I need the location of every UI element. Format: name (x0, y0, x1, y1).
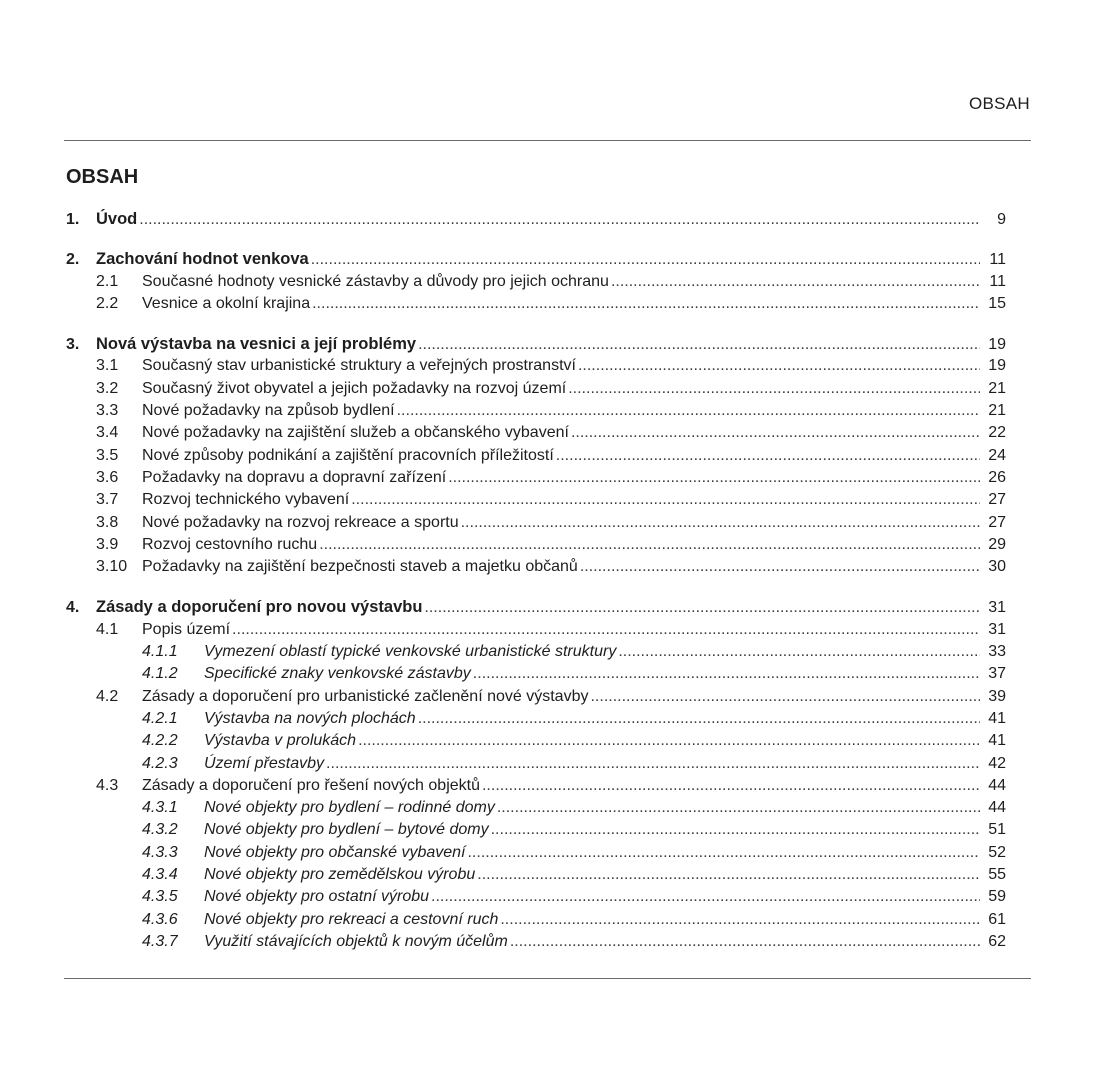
toc-entry-page: 22 (988, 424, 1006, 442)
toc-dot-leader (139, 209, 980, 231)
toc-entry-2-2[interactable] (66, 293, 1006, 315)
toc-entry-title: Nové požadavky na zajištění služeb a občanského vybavení (142, 424, 569, 442)
toc-section (66, 596, 1006, 953)
toc-entry-4-1[interactable] (66, 619, 1006, 641)
toc-entry-page: 41 (988, 732, 1006, 750)
toc-entry-page: 44 (988, 799, 1006, 817)
toc-entry-title: Vymezení oblastí typické venkovské urbanistické struktury (204, 643, 617, 661)
toc-section (66, 248, 1006, 315)
toc-entry-title: Území přestavby (204, 754, 325, 772)
toc-entry-number: 4.3.5 (142, 888, 178, 906)
toc-entry-page: 21 (988, 402, 1006, 420)
toc-entry-page: 19 (988, 336, 1006, 354)
toc-entry-page: 39 (988, 687, 1006, 705)
toc-entry-4-1-1[interactable] (66, 641, 1006, 663)
toc-dot-leader (578, 355, 980, 377)
toc-entry-number: 3.8 (96, 513, 119, 531)
toc-entry-4-3-5[interactable] (66, 886, 1006, 908)
toc-dot-leader (397, 400, 980, 422)
toc-dot-leader (473, 663, 980, 685)
toc-entry-number: 2.1 (96, 272, 119, 290)
toc-entry-4-3[interactable] (66, 775, 1006, 797)
toc-entry-title: Nové objekty pro bydlení – rodinné domy (204, 799, 495, 817)
toc-entry-page: 24 (988, 446, 1006, 464)
toc-entry-number: 4.1.1 (142, 643, 178, 661)
header-rule (64, 140, 1031, 141)
table-of-contents (66, 208, 1006, 971)
toc-entry-title: Požadavky na dopravu a dopravní zařízení (142, 468, 447, 486)
toc-entry-page: 61 (988, 910, 1006, 928)
toc-entry-number: 4.3.7 (142, 932, 178, 950)
running-header: OBSAH (968, 94, 1030, 113)
toc-dot-leader (497, 797, 980, 819)
toc-entry-number: 4.1 (96, 620, 119, 638)
toc-dot-leader (326, 753, 980, 775)
toc-dot-leader (431, 886, 980, 908)
toc-entry-number: 3.6 (96, 468, 119, 486)
toc-entry-2-1[interactable] (66, 271, 1006, 293)
toc-entry-page: 42 (988, 754, 1006, 772)
toc-section (66, 333, 1006, 578)
toc-entry-page: 11 (989, 272, 1006, 290)
toc-entry-4-3-3[interactable] (66, 842, 1006, 864)
toc-dot-leader (611, 271, 980, 293)
toc-dot-leader (500, 909, 980, 931)
toc-dot-leader (424, 597, 980, 619)
toc-entry-4-2-3[interactable] (66, 753, 1006, 775)
toc-dot-leader (448, 467, 980, 489)
toc-entry-4-2-1[interactable] (66, 708, 1006, 730)
toc-entry-2[interactable] (66, 248, 1006, 270)
toc-dot-leader (461, 512, 980, 534)
toc-entry-number: 4.2.1 (142, 709, 178, 727)
toc-entry-title: Využití stávajících objektů k novým účelům (204, 932, 508, 950)
toc-entry-number: 3.2 (96, 379, 119, 397)
toc-entry-page: 52 (988, 843, 1006, 861)
toc-dot-leader (319, 534, 980, 556)
toc-entry-number: 4.3.2 (142, 821, 178, 839)
toc-entry-title: Specifické znaky venkovské zástavby (204, 665, 471, 683)
toc-entry-1[interactable] (66, 208, 1006, 230)
toc-entry-number: 3. (66, 336, 80, 354)
toc-entry-title: Nové objekty pro rekreaci a cestovní ruch (204, 910, 499, 928)
toc-entry-title: Současný stav urbanistické struktury a veřejných prostranství (142, 357, 576, 375)
toc-entry-4-2[interactable] (66, 686, 1006, 708)
toc-entry-page: 30 (988, 558, 1006, 576)
toc-entry-title: Výstavba na nových plochách (204, 709, 416, 727)
toc-dot-leader (491, 819, 980, 841)
toc-entry-4-3-6[interactable] (66, 909, 1006, 931)
toc-dot-leader (351, 489, 980, 511)
toc-dot-leader (232, 619, 980, 641)
toc-entry-number: 4.2.3 (142, 754, 178, 772)
toc-entry-number: 4.2 (96, 687, 119, 705)
toc-entry-title: Rozvoj technického vybavení (142, 491, 350, 509)
footer-rule (64, 978, 1031, 979)
toc-entry-page: 26 (988, 468, 1006, 486)
toc-entry-page: 29 (988, 535, 1006, 553)
toc-entry-page: 55 (988, 866, 1006, 884)
toc-entry-title: Nové objekty pro bydlení – bytové domy (204, 821, 489, 839)
toc-entry-number: 4.3.6 (142, 910, 178, 928)
toc-entry-number: 3.1 (96, 357, 119, 375)
toc-entry-page: 51 (988, 821, 1006, 839)
toc-dot-leader (312, 293, 980, 315)
toc-entry-title: Nové objekty pro zemědělskou výrobu (204, 866, 476, 884)
toc-entry-3[interactable] (66, 333, 1006, 355)
toc-entry-number: 4.3.1 (142, 799, 178, 817)
toc-entry-4-3-7[interactable] (66, 931, 1006, 953)
toc-entry-title: Zásady a doporučení pro urbanistické začlenění nové výstavby (142, 687, 589, 705)
toc-entry-page: 31 (988, 620, 1006, 638)
toc-entry-title: Požadavky na zajištění bezpečnosti staveb a majetku občanů (142, 558, 578, 576)
toc-entry-title: Popis území (142, 620, 231, 638)
toc-entry-3-10[interactable] (66, 556, 1006, 578)
toc-entry-4[interactable] (66, 596, 1006, 618)
toc-entry-4-1-2[interactable] (66, 663, 1006, 685)
toc-entry-title: Vesnice a okolní krajina (142, 294, 311, 312)
toc-section (66, 208, 1006, 230)
toc-entry-title: Nové požadavky na způsob bydlení (142, 402, 395, 420)
toc-entry-number: 3.3 (96, 402, 119, 420)
toc-entry-number: 4.1.2 (142, 665, 178, 683)
toc-entry-3-6[interactable] (66, 467, 1006, 489)
toc-dot-leader (482, 775, 980, 797)
toc-entry-title: Nová výstavba na vesnici a její problémy (96, 335, 417, 354)
toc-dot-leader (580, 556, 980, 578)
toc-entry-3-8[interactable] (66, 512, 1006, 534)
toc-entry-title: Zásady a doporučení pro řešení nových objektů (142, 776, 480, 794)
toc-entry-title: Zachování hodnot venkova (96, 250, 309, 269)
toc-entry-number: 4. (66, 599, 80, 617)
toc-entry-4-2-2[interactable] (66, 730, 1006, 752)
toc-entry-page: 9 (997, 211, 1006, 228)
toc-dot-leader (556, 445, 980, 467)
toc-entry-3-2[interactable] (66, 378, 1006, 400)
toc-entry-3-5[interactable] (66, 445, 1006, 467)
toc-entry-number: 3.4 (96, 424, 119, 442)
toc-entry-page: 33 (988, 643, 1006, 661)
toc-entry-number: 4.3.4 (142, 866, 178, 884)
toc-entry-page: 27 (988, 513, 1006, 531)
toc-entry-number: 2. (66, 251, 80, 269)
toc-entry-page: 59 (988, 888, 1006, 906)
toc-entry-title: Současné hodnoty vesnické zástavby a důvody pro jejich ochranu (142, 272, 609, 290)
toc-entry-number: 4.2.2 (142, 732, 178, 750)
toc-entry-page: 19 (988, 357, 1006, 375)
toc-entry-title: Nové objekty pro ostatní výrobu (204, 888, 430, 906)
toc-entry-title: Nové objekty pro občanské vybavení (204, 843, 466, 861)
toc-dot-leader (477, 864, 980, 886)
toc-entry-page: 31 (988, 599, 1006, 617)
toc-dot-leader (418, 334, 980, 356)
toc-entry-4-3-2[interactable] (66, 819, 1006, 841)
toc-entry-page: 37 (988, 665, 1006, 683)
toc-dot-leader (311, 249, 980, 271)
toc-entry-title: Nové způsoby podnikání a zajištění pracovních příležitostí (142, 446, 554, 464)
toc-entry-page: 21 (988, 379, 1006, 397)
toc-entry-4-3-1[interactable] (66, 797, 1006, 819)
toc-heading: OBSAH (66, 166, 139, 188)
toc-entry-title: Nové požadavky na rozvoj rekreace a sportu (142, 513, 459, 531)
toc-entry-3-7[interactable] (66, 489, 1006, 511)
toc-entry-3-3[interactable] (66, 400, 1006, 422)
toc-dot-leader (568, 378, 980, 400)
toc-entry-title: Výstavba v prolukách (204, 732, 357, 750)
toc-entry-page: 11 (989, 251, 1006, 269)
toc-entry-number: 4.3 (96, 776, 119, 794)
toc-entry-3-1[interactable] (66, 355, 1006, 377)
toc-entry-number: 3.5 (96, 446, 119, 464)
toc-dot-leader (590, 686, 980, 708)
toc-entry-page: 15 (988, 294, 1006, 312)
toc-dot-leader (467, 842, 980, 864)
toc-entry-number: 1. (66, 211, 80, 228)
toc-dot-leader (418, 708, 980, 730)
toc-dot-leader (510, 931, 980, 953)
toc-entry-page: 27 (988, 491, 1006, 509)
toc-entry-3-4[interactable] (66, 422, 1006, 444)
toc-entry-page: 41 (988, 709, 1006, 727)
toc-dot-leader (358, 730, 980, 752)
toc-entry-number: 4.3.3 (142, 843, 178, 861)
toc-entry-3-9[interactable] (66, 534, 1006, 556)
toc-entry-title: Současný život obyvatel a jejich požadavky na rozvoj území (142, 379, 567, 397)
toc-entry-number: 3.10 (96, 558, 128, 576)
toc-entry-title: Zásady a doporučení pro novou výstavbu (96, 598, 423, 617)
toc-entry-number: 3.7 (96, 491, 119, 509)
toc-entry-page: 44 (988, 776, 1006, 794)
toc-entry-number: 2.2 (96, 294, 119, 312)
toc-entry-title: Úvod (96, 210, 138, 228)
toc-dot-leader (571, 422, 980, 444)
toc-entry-page: 62 (988, 932, 1006, 950)
toc-entry-title: Rozvoj cestovního ruchu (142, 535, 318, 553)
toc-entry-4-3-4[interactable] (66, 864, 1006, 886)
toc-entry-number: 3.9 (96, 535, 119, 553)
toc-dot-leader (618, 641, 980, 663)
